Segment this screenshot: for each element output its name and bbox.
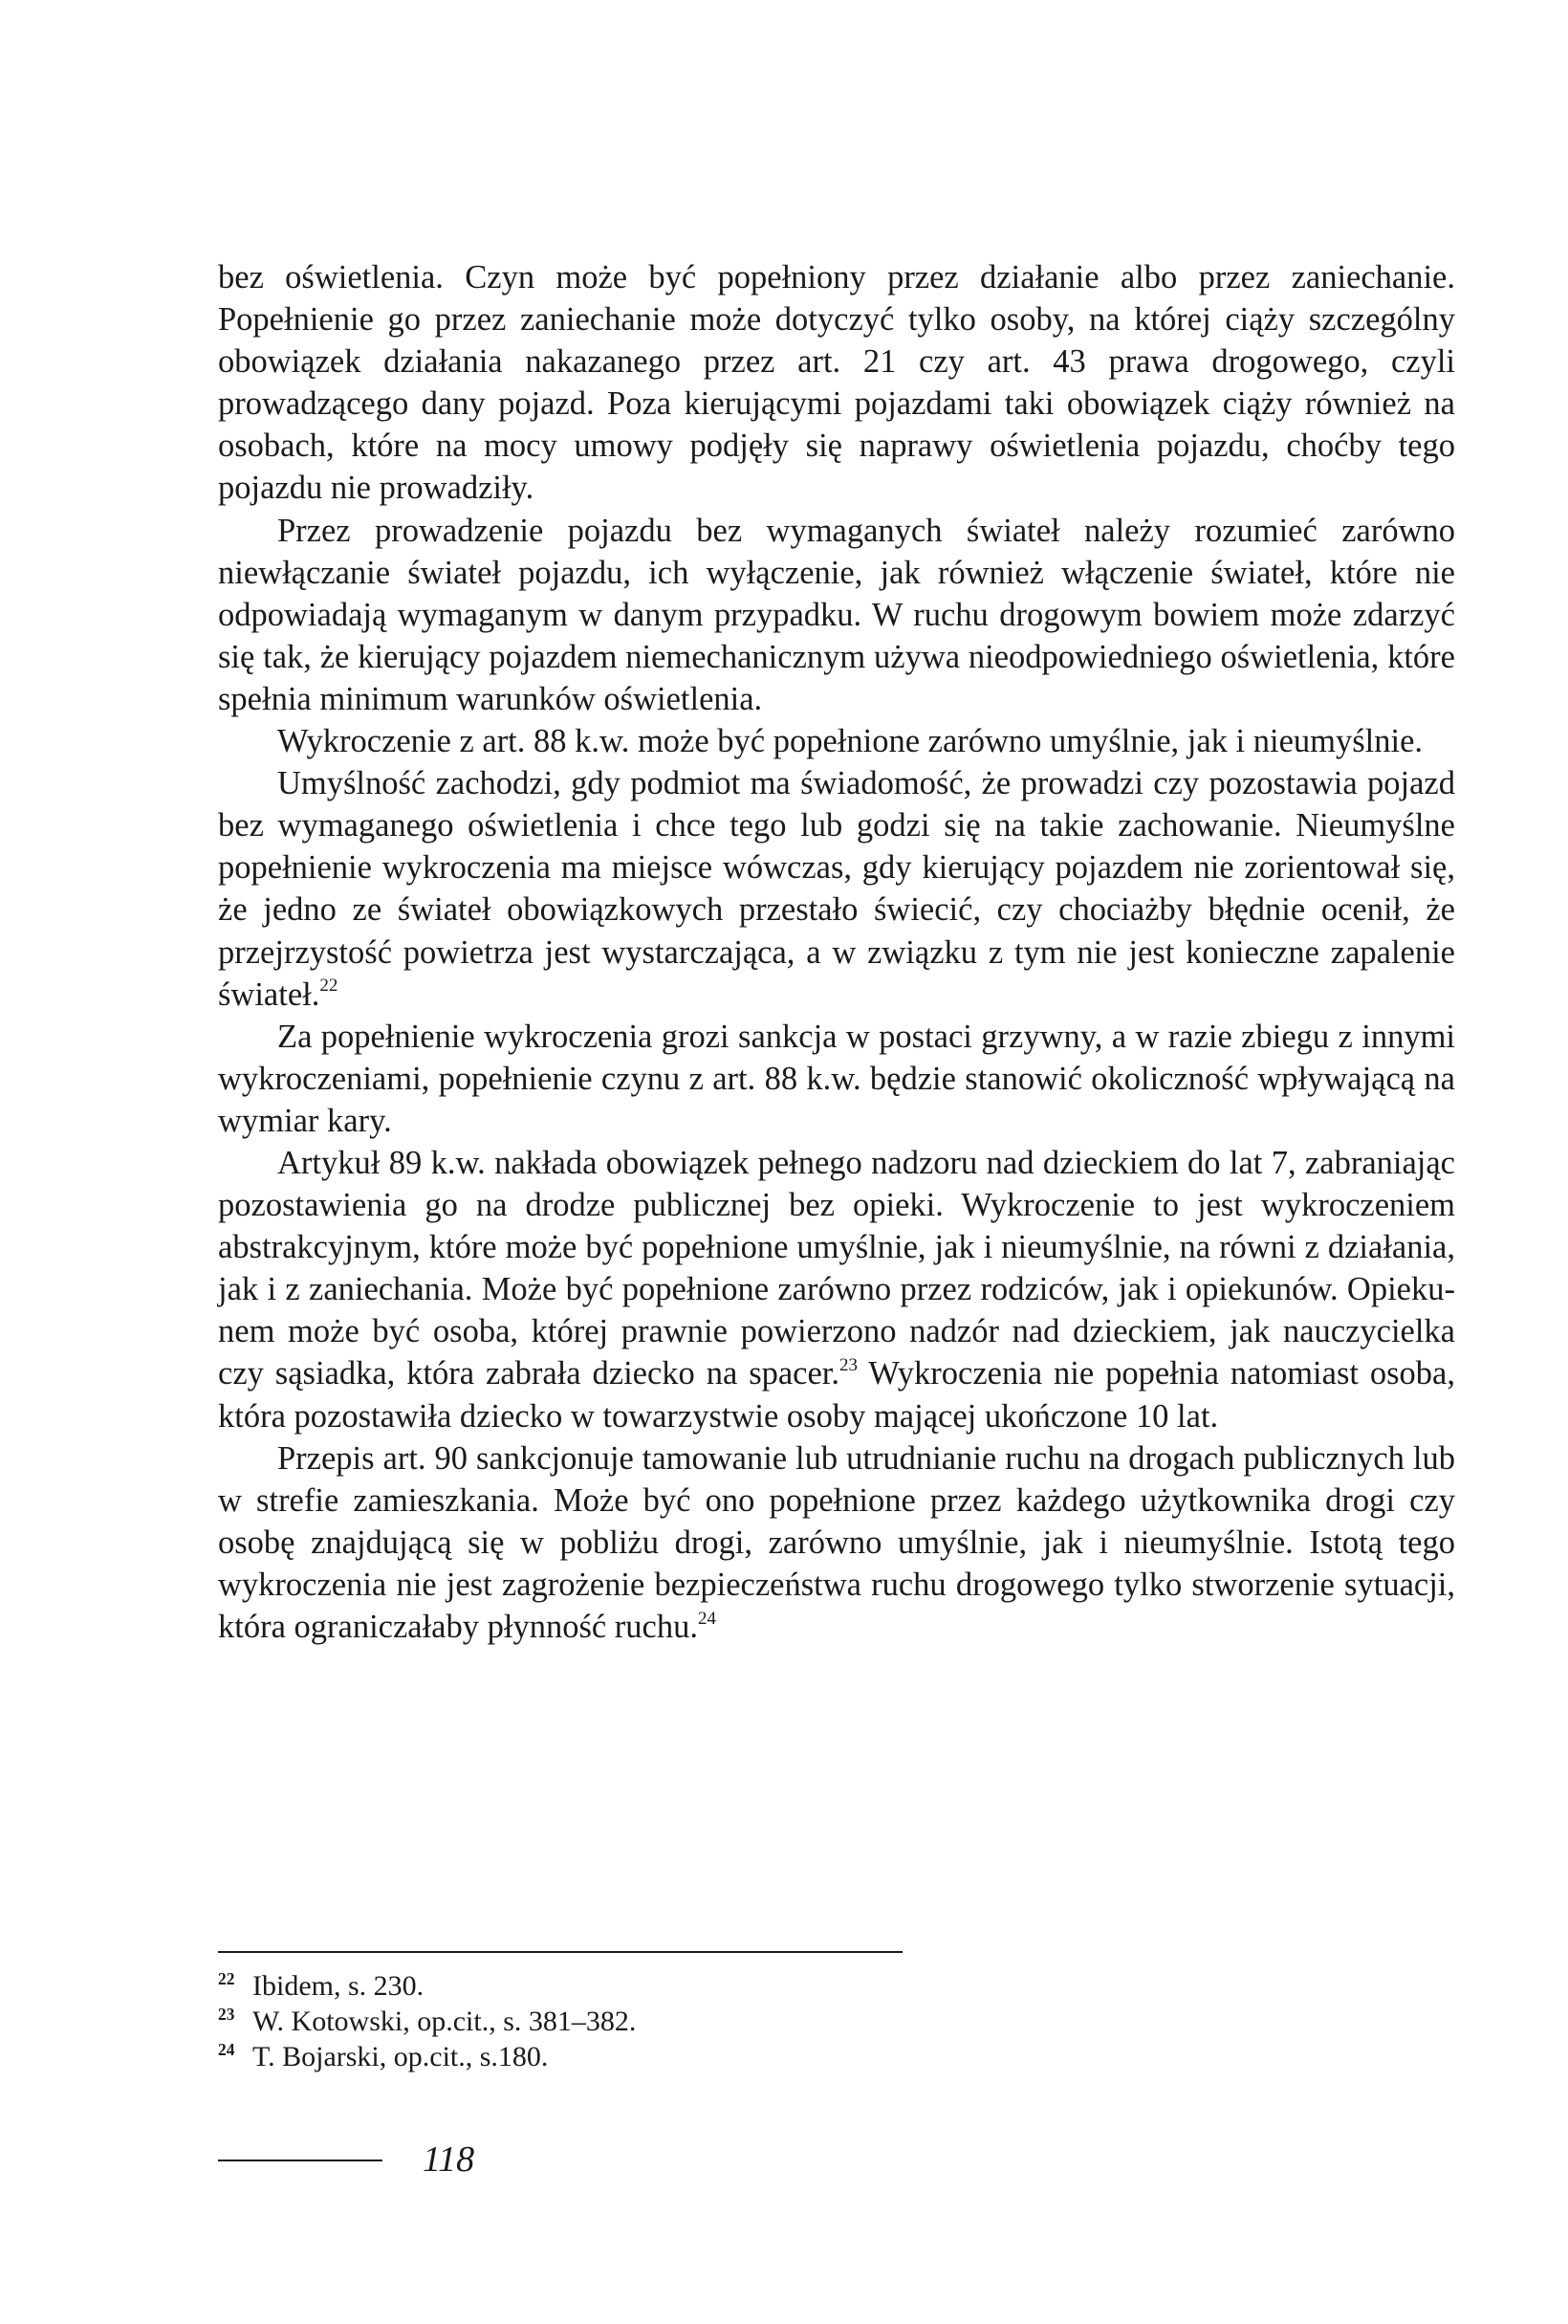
paragraph-text: Wykroczenia nie popełnia natomiast osoba, która pozostawiła dziecko w towarzystwie osoby mającej ukończone 10 lat. [218,1355,1455,1435]
paragraph-text: Wykroczenie z art. 88 k.w. może być popełnione zarówno umyślnie, jak i nieumyślnie. [277,723,1424,760]
footnote-separator [218,1951,903,1953]
footnote: 22 Ibidem, s. 230. [218,1969,425,2002]
footnote-text: Ibidem, s. 230. [252,1970,425,2002]
paragraph-text: Przez prowadzenie pojazdu bez wymaganych świateł należy rozumieć zarówno niewłączanie świateł pojazdu, ich wyłączenie, jak również włączenie świateł, które nie odpowiadają wymaganym w danym przypadku. W ruchu drogowym bowiem może zdarzyć się tak, że kierujący pojazdem niemechanicznym używa nieodpowiedniego oświetlenia, które spełnia minimum warunków oświetlenia. [218,512,1455,717]
paragraph [218,1142,1455,1437]
paragraph [218,1437,1455,1648]
footnote: 23 W. Kotowski, op.cit., s. 381–382. [218,2005,637,2037]
page-footer [218,2138,696,2186]
paragraph-text: bez oświetlenia. Czyn może być popełniony przez działanie albo przez zaniechanie. Popełnienie go przez zaniechanie może dotyczyć tylko osoby, na której ciąży szczególny obowiązek działania nakazanego przez art. 21 czy art. 43 prawa drogowego, czyli prowadzącego dany pojazd. Poza kierującymi pojazdami taki obowiązek ciąży również na osobach, które na mocy umowy podjęły się naprawy oświetlenia pojazdu, choćby tego pojazdu nie prowadziły. [218,259,1455,507]
paragraph [218,720,1455,762]
paragraph [218,762,1455,1016]
paragraph [218,1016,1455,1142]
footnote-text: W. Kotowski, op.cit., s. 381–382. [252,2006,637,2037]
body-text [218,256,1455,1648]
page-number: 118 [423,2139,475,2180]
paragraph [218,510,1455,720]
footnote-reference: 22 [319,976,338,997]
footnote-text: T. Bojarski, op.cit., s.180. [252,2041,549,2072]
footnote-reference: 24 [698,1608,716,1629]
footnote-reference: 23 [839,1355,858,1376]
paragraph-text: Artykuł 89 k.w. nakłada obowiązek pełnego nadzoru nad dzieckiem do lat 7, zabraniając pozostawienia go na drodze publicznej bez opieki. Wykroczenie to jest wykroczeniem abstrakcyjnym, które może być popełnione umyślnie, jak i nieumyślnie, na równi z działania, jak i z zaniechania. Może być popełnione zarówno przez rodziców, jak i opiekunów. Opiekunem może być osoba, której prawnie powierzono nadzór nad dzieckiem, jak nauczycielka czy sąsiadka, która zabrała dziecko na spacer. [218,1144,1455,1392]
footnotes [218,1968,1455,2074]
paragraph-text: Za popełnienie wykroczenia grozi sankcja w postaci grzywny, a w razie zbiegu z innymi wykroczeniami, popełnienie czynu z art. 88 k.w. będzie stanowić okoliczność wpływającą na wymiar kary. [218,1018,1455,1139]
footer-rule [218,2160,382,2161]
paragraph [218,256,1455,510]
paragraph-text: Przepis art. 90 sankcjonuje tamowanie lub utrudnianie ruchu na drogach publicznych lub w strefie zamieszkania. Może być ono popełnione przez każdego użytkownika drogi czy osobę znajdującą się w pobliżu drogi, zarówno umyślnie, jak i nieumyślnie. Istotą tego wykroczenia nie jest zagrożenie bezpieczeństwa ruchu drogowego tylko stworzenie sytuacji, która ograniczałaby płynność ruchu. [218,1439,1455,1645]
paragraph-text: Umyślność zachodzi, gdy podmiot ma świadomość, że prowadzi czy pozostawia pojazd bez wymaganego oświetlenia i chce tego lub godzi się na takie zachowanie. Nieumyślne popełnienie wykroczenia ma miejsce wówczas, gdy kierujący pojazdem nie zorientował się, że jedno ze świateł obowiązkowych przestało świecić, czy chociażby błędnie ocenił, że przejrzystość powietrza jest wystarczająca, a w związku z tym nie jest konieczne zapalenie świateł. [218,765,1455,1013]
footnote: 24 T. Bojarski, op.cit., s.180. [218,2040,549,2072]
